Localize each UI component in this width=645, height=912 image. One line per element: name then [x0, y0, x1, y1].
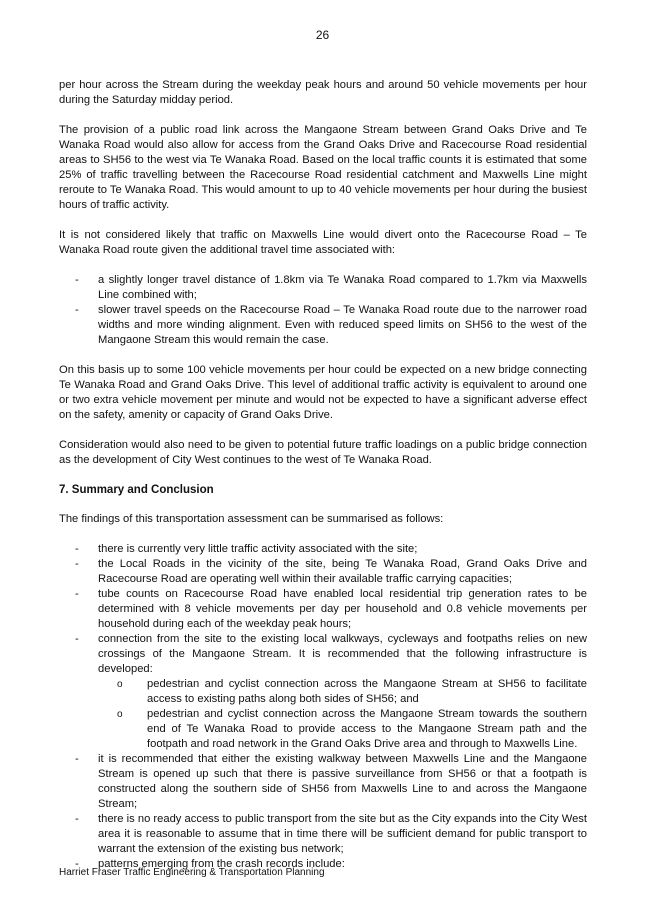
findings-list — [59, 542, 587, 872]
list-item-text: connection from the site to the existing local walkways, cycleways and footpaths relies on new crossings of the Mangaone Stream. It is recommended that the following infrastructure is developed: — [98, 633, 587, 675]
list-item: - patterns emerging from the crash records include: — [59, 857, 587, 872]
list-item: - there is no ready access to public transport from the site but as the City expands into the City West area it is reasonable to assume that in time there will be sufficient demand for public transport to warrant the extension of the existing bus network; — [59, 812, 587, 857]
document-body — [59, 78, 587, 887]
paragraph: It is not considered likely that traffic on Maxwells Line would divert onto the Racecourse Road – Te Wanaka Road route given the additional travel time associated with: — [59, 229, 587, 256]
list-item — [59, 632, 587, 752]
list-item: - there is currently very little traffic activity associated with the site; — [59, 542, 587, 557]
sub-list-item: o pedestrian and cyclist connection across the Mangaone Stream towards the southern end of Te Wanaka Road to provide access to the Mangaone Stream path and the footpath and road network in the Grand Oaks Drive area and through to Maxwells Line. — [98, 707, 587, 752]
page-footer: Harriet Fraser Traffic Engineering & Transportation Planning — [59, 867, 325, 878]
list-item: - the Local Roads in the vicinity of the site, being Te Wanaka Road, Grand Oaks Drive and Racecourse Road are operating well within their available traffic carrying capacities; — [59, 557, 587, 587]
paragraph: On this basis up to some 100 vehicle movements per hour could be expected on a new bridge connecting Te Wanaka Road and Grand Oaks Drive. This level of additional traffic activity is equivalent to around one or two extra vehicle movement per minute and would not be expected to have a significant adverse effect on the safety, amenity or capacity of Grand Oaks Drive. — [59, 364, 587, 421]
page-number: 26 — [315, 28, 330, 42]
section-heading: 7. Summary and Conclusion — [59, 484, 214, 496]
list-item: - a slightly longer travel distance of 1.8km via Te Wanaka Road compared to 1.7km via Maxwells Line combined with; — [59, 273, 587, 303]
sub-list-item: o pedestrian and cyclist connection across the Mangaone Stream at SH56 to facilitate access to existing paths along both sides of SH56; and — [98, 677, 587, 707]
summary-intro: The findings of this transportation assessment can be summarised as follows: — [59, 513, 444, 525]
list-item: - slower travel speeds on the Racecourse Road – Te Wanaka Road route due to the narrower road widths and more winding alignment. Even with reduced speed limits on SH56 to the west of the Mangaone Stream this would remain the case. — [59, 303, 587, 348]
reroute-factors-list — [59, 273, 587, 348]
list-item: - it is recommended that either the existing walkway between Maxwells Line and the Mangaone Stream is opened up such that there is passive surveillance from SH56 or that a footpath is constructed along the southern side of SH56 from Maxwells Line to and across the Mangaone Stream; — [59, 752, 587, 812]
paragraph: Consideration would also need to be given to potential future traffic loadings on a public bridge connection as the development of City West continues to the west of Te Wanaka Road. — [59, 439, 587, 466]
infrastructure-list — [98, 677, 587, 752]
paragraph: The provision of a public road link across the Mangaone Stream between Grand Oaks Drive and Te Wanaka Road would also allow for access from the Grand Oaks Drive and Racecourse Road residential areas to SH56 to the west via Te Wanaka Road. Based on the local traffic counts it is estimated that some 25% of traffic travelling between the Racecourse Road residential catchment and Maxwells Line might reroute to Te Wanaka Road. This would amount to up to 40 vehicle movements per hour during the busiest hours of traffic activity. — [59, 124, 587, 211]
list-item: - tube counts on Racecourse Road have enabled local residential trip generation rates to be determined with 8 vehicle movements per day per household and 0.8 vehicle movements per household during each of the weekday peak hours; — [59, 587, 587, 632]
paragraph: per hour across the Stream during the weekday peak hours and around 50 vehicle movements per hour during the Saturday midday period. — [59, 79, 587, 106]
